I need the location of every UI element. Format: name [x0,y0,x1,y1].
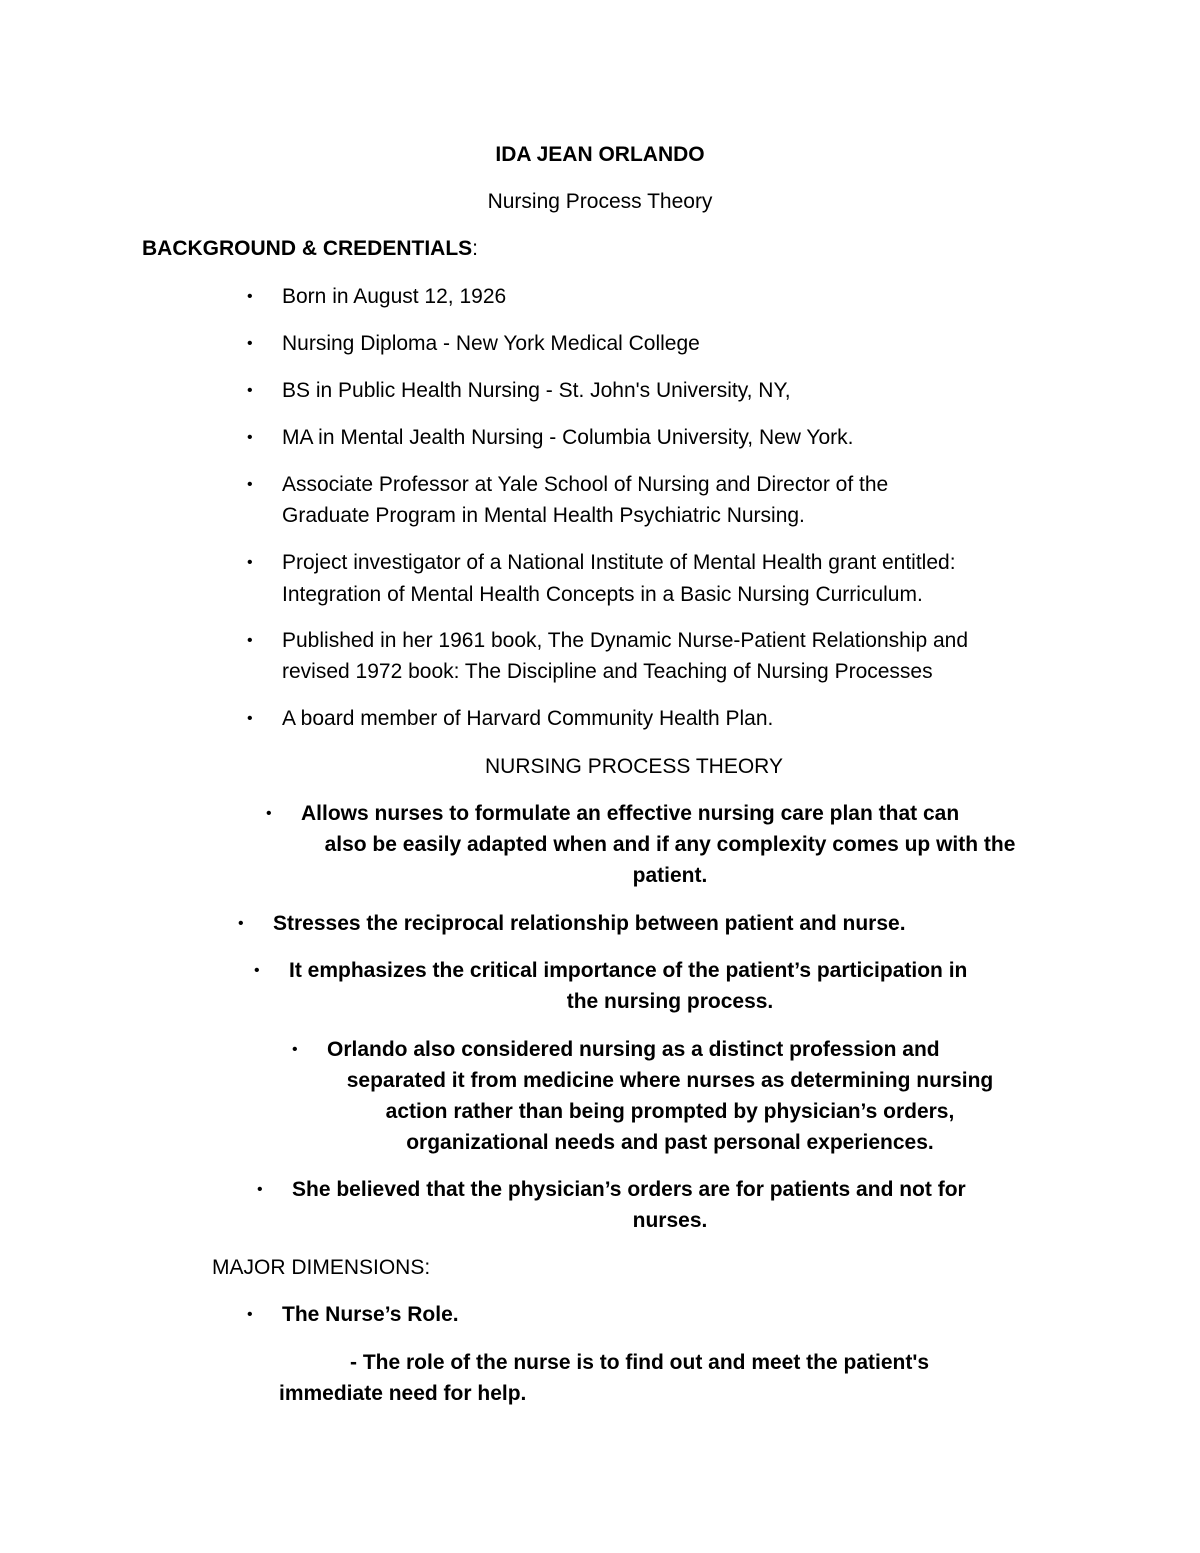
list-item-continuation: also be easily adapted when and if any complexity comes up with the [324,833,1016,856]
list-item: Nursing Diploma - New York Medical College [282,332,700,355]
list-item: Allows nurses to formulate an effective nursing care plan that can [301,802,960,825]
background-heading-colon: : [472,237,479,260]
theory-heading: NURSING PROCESS THEORY [485,755,783,778]
bullet-icon: • [254,962,260,979]
bullet-icon: • [257,1181,263,1198]
background-heading [142,233,478,264]
list-item: MA in Mental Jealth Nursing - Columbia University, New York. [282,426,854,449]
dimension-description-continuation: immediate need for help. [279,1382,527,1405]
bullet-icon: • [247,382,253,399]
list-item-continuation: patient. [632,864,708,887]
bullet-icon: • [247,1306,253,1323]
bullet-icon: • [247,288,253,305]
list-item-continuation: nurses. [632,1209,708,1232]
list-item: Born in August 12, 1926 [282,285,507,308]
document-title: IDA JEAN ORLANDO [495,143,705,166]
list-item: A board member of Harvard Community Health Plan. [282,707,774,730]
list-item: She believed that the physician’s orders are for patients and not for [292,1178,966,1201]
list-item: Stresses the reciprocal relationship between patient and nurse. [273,912,906,935]
bullet-icon: • [247,476,253,493]
list-item: It emphasizes the critical importance of the patient’s participation in [289,959,968,982]
list-item-continuation: Integration of Mental Health Concepts in a Basic Nursing Curriculum. [282,583,923,606]
list-item-continuation: separated it from medicine where nurses as determining nursing [346,1069,994,1092]
bullet-icon: • [247,429,253,446]
list-item-continuation: action rather than being prompted by physician’s orders, [385,1100,955,1123]
list-item-continuation: revised 1972 book: The Discipline and Teaching of Nursing Processes [282,660,933,683]
list-item: Project investigator of a National Institute of Mental Health grant entitled: [282,551,956,574]
dimensions-heading: MAJOR DIMENSIONS: [212,1256,431,1279]
bullet-icon: • [238,915,244,932]
dimension-description: - The role of the nurse is to find out and meet the patient's [350,1351,930,1374]
list-item: BS in Public Health Nursing - St. John's University, NY, [282,379,791,402]
list-item-continuation: Graduate Program in Mental Health Psychiatric Nursing. [282,504,805,527]
list-item-continuation: organizational needs and past personal experiences. [406,1131,934,1154]
list-item-continuation: the nursing process. [566,990,774,1013]
background-heading-text: BACKGROUND & CREDENTIALS [142,237,473,260]
bullet-icon: • [247,632,253,649]
list-item: Published in her 1961 book, The Dynamic Nurse-Patient Relationship and [282,629,969,652]
list-item: Associate Professor at Yale School of Nursing and Director of the [282,473,889,496]
bullet-icon: • [292,1041,298,1058]
list-item: Orlando also considered nursing as a distinct profession and [327,1038,940,1061]
bullet-icon: • [247,710,253,727]
dimension-title: The Nurse’s Role. [282,1303,459,1326]
document-subtitle: Nursing Process Theory [487,190,713,213]
bullet-icon: • [247,554,253,571]
bullet-icon: • [266,805,272,822]
bullet-icon: • [247,335,253,352]
